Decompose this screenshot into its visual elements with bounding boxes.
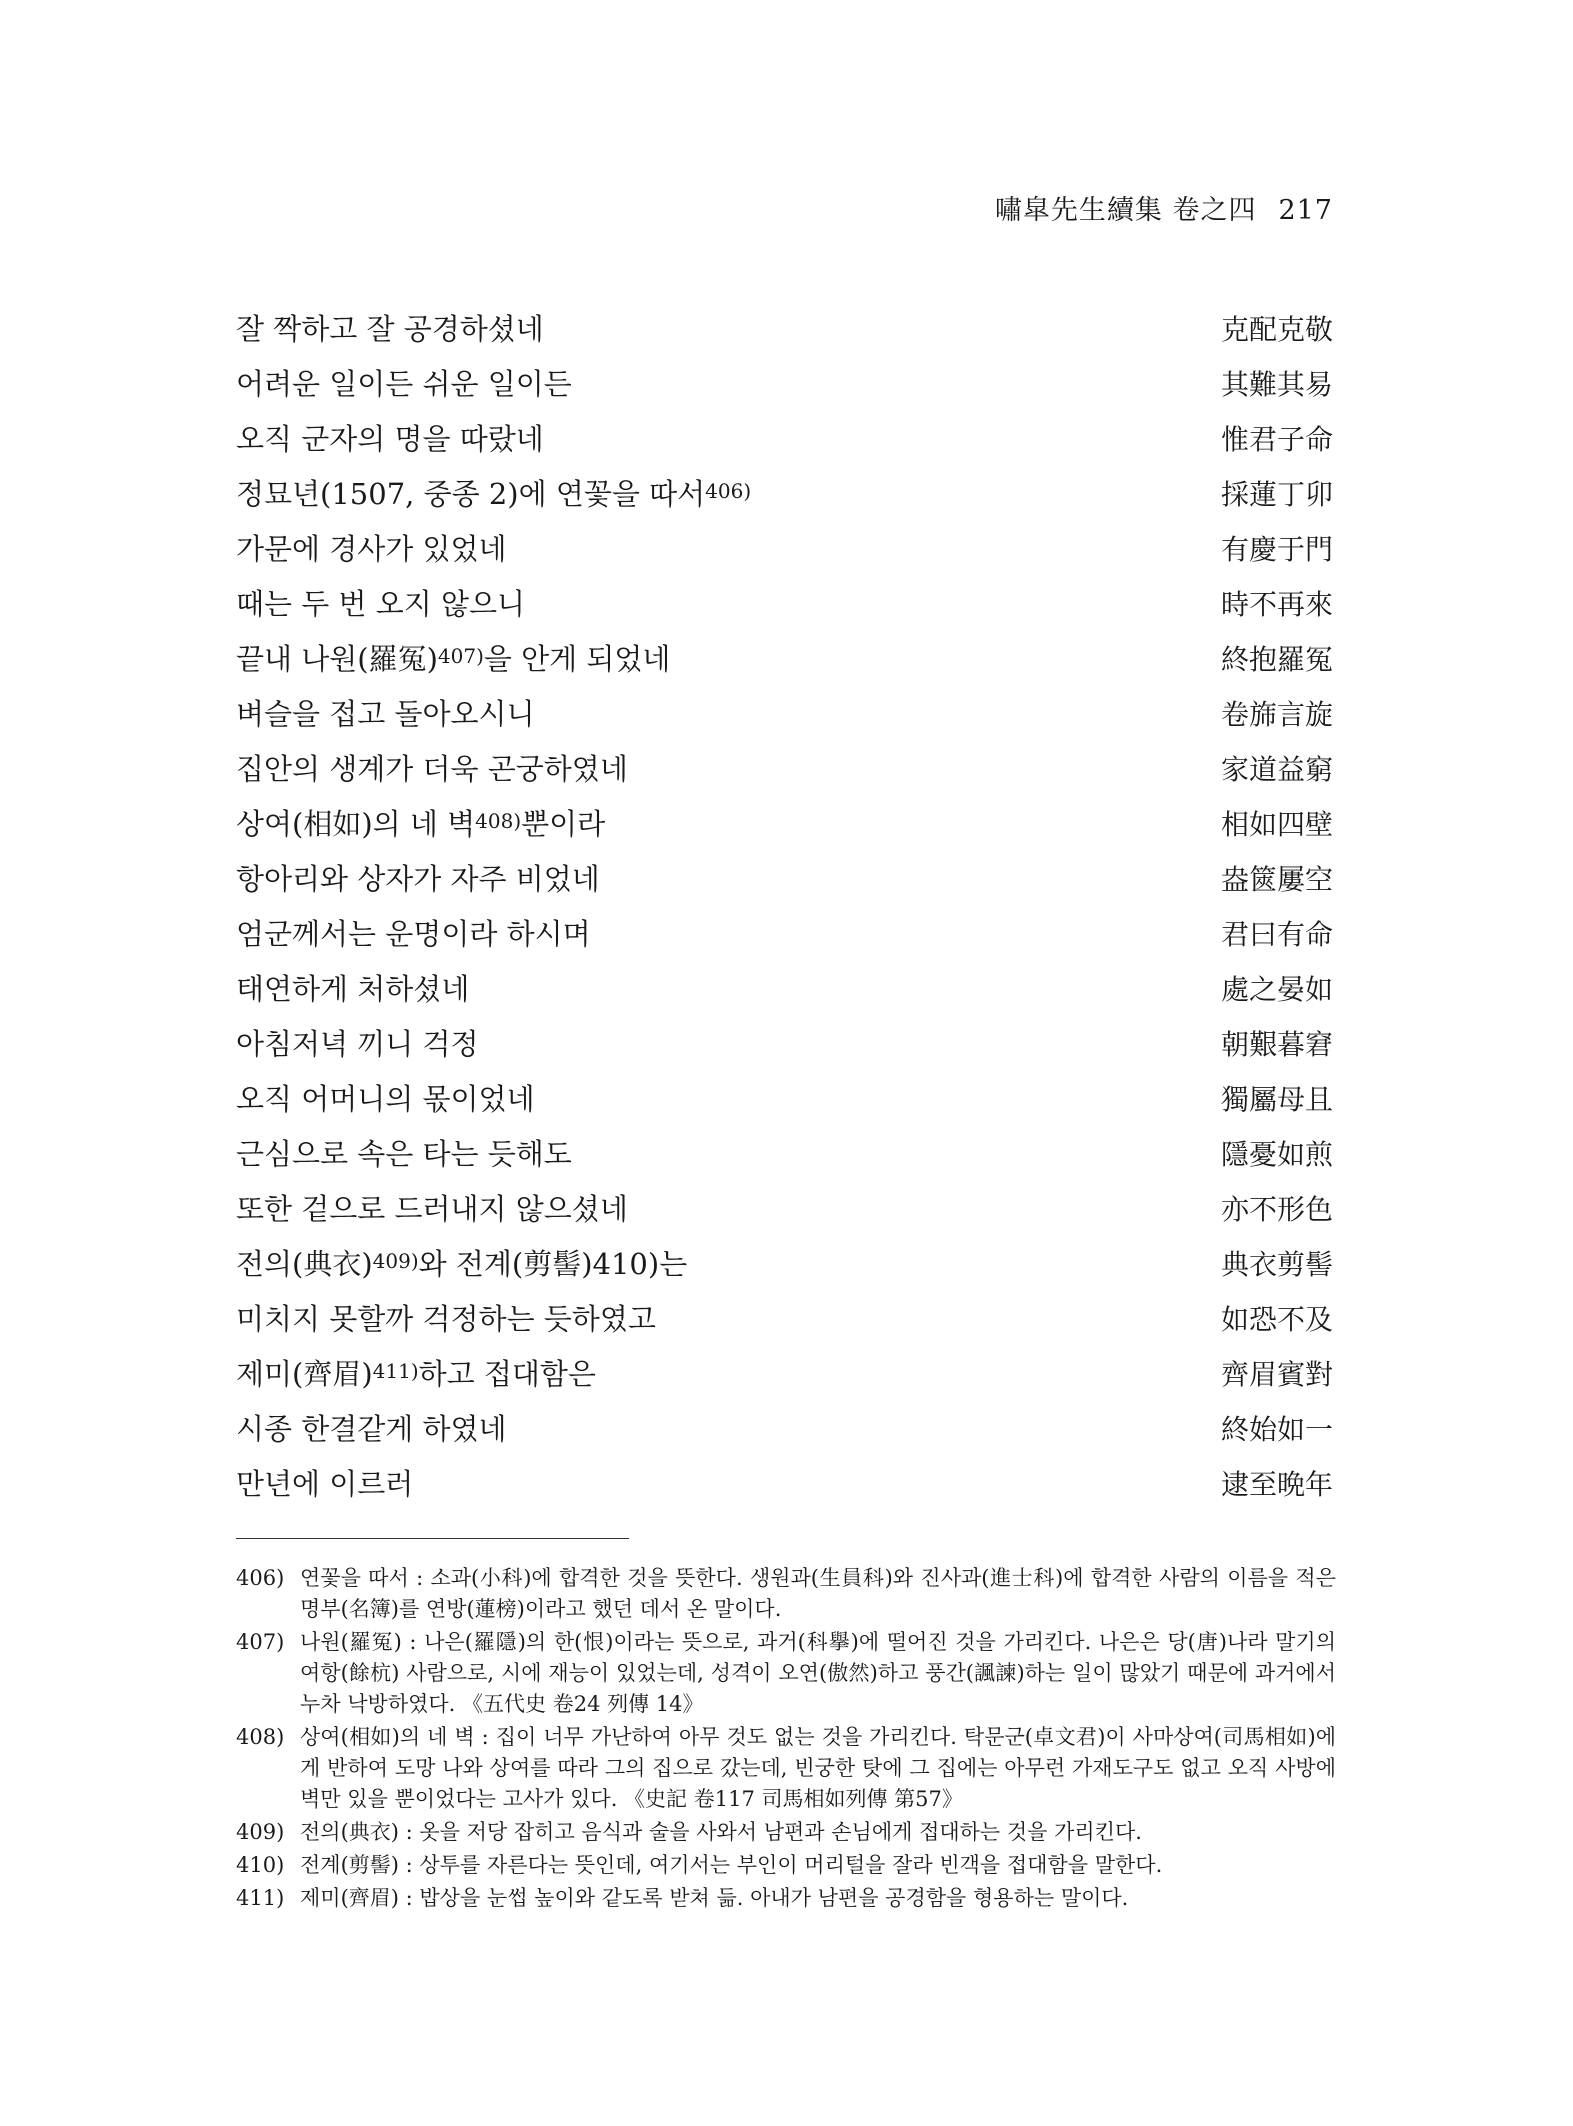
verse-korean-text: 끝내 나원(羅冤) — [236, 642, 438, 676]
book-title: 嘯皐先生續集 卷之四 — [994, 195, 1257, 226]
verse-line — [236, 1345, 1333, 1400]
verse-line — [236, 905, 1333, 960]
verse-hanja: 處之晏如 — [1220, 972, 1333, 1006]
verse-korean — [236, 1132, 572, 1173]
footnote-reference: 407) — [437, 644, 484, 668]
verse-hanja: 齊眉賓對 — [1220, 1357, 1333, 1391]
verse-line — [236, 1290, 1333, 1345]
footnote — [236, 1883, 1336, 1914]
verse-korean-text: 또한 겉으로 드러내지 않으셨네 — [236, 1192, 628, 1226]
footnote-reference: 409) — [372, 1249, 419, 1273]
footnote-text: 연꽃을 따서 : 소과(小科)에 합격한 것을 뜻한다. 생원과(生員科)와 진사과(進士科)에 합격한 사람의 이름을 적은 명부(名簿)를 연방(蓮榜)이라고 했던 데서 온 말이다. — [300, 1566, 1336, 1621]
verse-hanja: 其難其易 — [1220, 367, 1333, 401]
verse-line — [236, 300, 1333, 355]
footnote-reference: 408) — [475, 809, 522, 833]
verse-line — [236, 630, 1333, 685]
footnote-number: 406) — [236, 1566, 285, 1590]
verse-hanja: 有慶于門 — [1220, 532, 1333, 566]
verse-korean — [236, 582, 525, 623]
verse-korean-text: 시종 한결같게 하였네 — [236, 1412, 507, 1446]
footnote-list — [236, 1563, 1336, 1916]
footnote-number: 407) — [236, 1630, 285, 1654]
verse-korean-text-continued: 을 안게 되었네 — [483, 642, 671, 676]
verse-line — [236, 355, 1333, 410]
verse-hanja: 家道益窮 — [1220, 752, 1333, 786]
verse-korean-text: 잘 짝하고 잘 공경하셨네 — [236, 312, 544, 346]
verse-korean — [236, 1022, 479, 1063]
verse-hanja: 君曰有命 — [1220, 917, 1333, 951]
verse-line — [236, 685, 1333, 740]
verse-korean-text: 오직 군자의 명을 따랐네 — [236, 422, 544, 456]
verse-korean-text: 집안의 생계가 더욱 곤궁하였네 — [236, 752, 628, 786]
verse-hanja: 典衣剪髻 — [1220, 1247, 1333, 1281]
verse-hanja: 亦不形色 — [1220, 1192, 1333, 1226]
verse-line — [236, 850, 1333, 905]
verse-korean — [236, 967, 469, 1008]
verse-hanja: 相如四壁 — [1220, 807, 1333, 841]
verse-korean-text: 정묘년(1507, 중종 2)에 연꽃을 따서 — [236, 477, 706, 511]
verse-line — [236, 795, 1333, 850]
verse-line — [236, 740, 1333, 795]
verse-korean-text: 때는 두 번 오지 않으니 — [236, 587, 525, 621]
page-number: 217 — [1278, 195, 1333, 226]
verse-line — [236, 465, 1333, 520]
footnote — [236, 1627, 1336, 1720]
verse-line — [236, 1125, 1333, 1180]
verse-line — [236, 1235, 1333, 1290]
running-header — [995, 188, 1333, 227]
verse-hanja: 終始如一 — [1220, 1412, 1333, 1446]
footnote-divider — [236, 1538, 629, 1539]
footnote — [236, 1563, 1336, 1625]
verse-korean — [236, 1242, 687, 1283]
verse-korean-text: 전의(典衣) — [236, 1247, 373, 1281]
verse-korean — [236, 1407, 507, 1448]
footnote-text: 나원(羅冤) : 나은(羅隱)의 한(恨)이라는 뜻으로, 과거(科擧)에 떨어진 것을 가리킨다. 나은은 당(唐)나라 말기의 여항(餘杭) 사람으로, 시에 재능이 있었는데, 성격이 오연(傲然)하고 풍간(諷諫)하는 일이 많았기 때문에 과거에서 누차 낙방하였다. 《五代史 卷24 列傳 14》 — [300, 1630, 1336, 1716]
verse-list — [236, 300, 1333, 1510]
footnote-text: 상여(相如)의 네 벽 : 집이 너무 가난하여 아무 것도 없는 것을 가리킨다. 탁문군(卓文君)이 사마상여(司馬相如)에게 반하여 도망 나와 상여를 따라 그의 집으로 갔는데, 빈궁한 탓에 그 집에는 아무런 가재도구도 없고 오직 사방에 벽만 있을 뿐이었다는 고사가 있다. 《史記 卷117 司馬相如列傳 第57》 — [300, 1725, 1336, 1811]
footnote — [236, 1722, 1336, 1815]
verse-korean — [236, 692, 535, 733]
verse-line — [236, 1070, 1333, 1125]
verse-line — [236, 1400, 1333, 1455]
verse-line — [236, 1015, 1333, 1070]
verse-korean — [236, 1077, 535, 1118]
footnote-text: 전의(典衣) : 옷을 저당 잡히고 음식과 술을 사와서 남편과 손님에게 접대하는 것을 가리킨다. — [300, 1820, 1142, 1844]
verse-korean — [236, 857, 600, 898]
verse-korean-text: 아침저녁 끼니 걱정 — [236, 1027, 479, 1061]
verse-korean-text: 근심으로 속은 타는 듯해도 — [236, 1137, 572, 1171]
verse-korean — [236, 637, 670, 678]
verse-korean — [236, 472, 751, 513]
footnote-reference: 411) — [372, 1359, 419, 1383]
verse-line — [236, 960, 1333, 1015]
verse-hanja: 逮至晩年 — [1220, 1467, 1333, 1501]
verse-korean-text: 엄군께서는 운명이라 하시며 — [236, 917, 591, 951]
verse-korean — [236, 747, 628, 788]
verse-hanja: 採蓮丁卯 — [1220, 477, 1333, 511]
verse-korean — [236, 912, 591, 953]
verse-hanja: 時不再來 — [1220, 587, 1333, 621]
verse-line — [236, 575, 1333, 630]
verse-korean-text-continued: 와 전계(剪髻)410)는 — [418, 1247, 688, 1281]
verse-line — [236, 520, 1333, 575]
verse-korean — [236, 1462, 413, 1503]
verse-line — [236, 1455, 1333, 1510]
verse-korean — [236, 1297, 656, 1338]
verse-hanja: 如恐不及 — [1220, 1302, 1333, 1336]
footnote-text: 전계(剪髻) : 상투를 자른다는 뜻인데, 여기서는 부인이 머리털을 잘라 빈객을 접대함을 말한다. — [300, 1853, 1163, 1877]
verse-korean-text: 상여(相如)의 네 벽 — [236, 807, 476, 841]
verse-hanja: 朝艱暮窘 — [1220, 1027, 1333, 1061]
footnote-number: 411) — [236, 1886, 285, 1910]
footnote-number: 410) — [236, 1853, 285, 1877]
verse-korean — [236, 362, 572, 403]
verse-hanja: 獨屬母且 — [1220, 1082, 1333, 1116]
verse-korean-text-continued: 하고 접대함은 — [418, 1357, 596, 1391]
verse-hanja: 隱憂如煎 — [1220, 1137, 1333, 1171]
verse-hanja: 終抱羅冤 — [1220, 642, 1333, 676]
verse-korean-text: 벼슬을 접고 돌아오시니 — [236, 697, 535, 731]
verse-korean-text: 태연하게 처하셨네 — [236, 972, 470, 1006]
verse-korean-text: 가문에 경사가 있었네 — [236, 532, 507, 566]
verse-hanja: 卷旆言旋 — [1220, 697, 1333, 731]
verse-korean-text: 만년에 이르러 — [236, 1467, 414, 1501]
verse-hanja: 克配克敬 — [1220, 312, 1333, 346]
footnote — [236, 1850, 1336, 1881]
verse-hanja: 盎篋屢空 — [1220, 862, 1333, 896]
verse-korean-text: 어려운 일이든 쉬운 일이든 — [236, 367, 572, 401]
verse-korean — [236, 307, 544, 348]
verse-line — [236, 1180, 1333, 1235]
verse-korean — [236, 1352, 596, 1393]
verse-korean-text: 오직 어머니의 몫이었네 — [236, 1082, 535, 1116]
footnote-number: 408) — [236, 1725, 285, 1749]
footnote-number: 409) — [236, 1820, 285, 1844]
verse-korean — [236, 417, 544, 458]
verse-korean-text: 항아리와 상자가 자주 비었네 — [236, 862, 600, 896]
verse-korean-text: 미치지 못할까 걱정하는 듯하였고 — [236, 1302, 656, 1336]
verse-korean — [236, 1187, 628, 1228]
footnote-reference: 406) — [705, 479, 752, 503]
verse-line — [236, 410, 1333, 465]
verse-korean — [236, 802, 605, 843]
verse-hanja: 惟君子命 — [1220, 422, 1333, 456]
footnote-text: 제미(齊眉) : 밥상을 눈썹 높이와 같도록 받쳐 듦. 아내가 남편을 공경함을 형용하는 말이다. — [300, 1886, 1129, 1910]
footnote — [236, 1817, 1336, 1848]
verse-korean-text: 제미(齊眉) — [236, 1357, 373, 1391]
verse-korean — [236, 527, 507, 568]
verse-korean-text-continued: 뿐이라 — [521, 807, 606, 841]
